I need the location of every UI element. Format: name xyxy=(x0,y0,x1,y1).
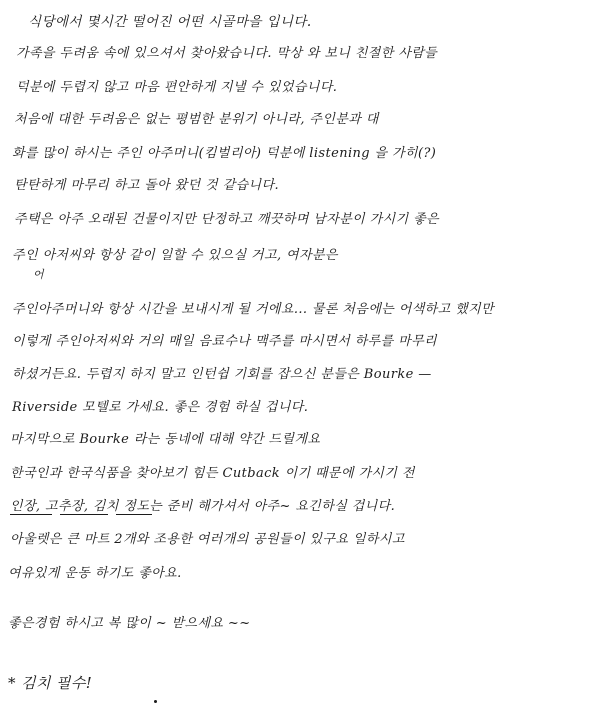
note-line-18: 좋은경험 하시고 복 많이 ~ 받으세요 ~~ xyxy=(8,616,251,631)
note-line-3: 덕분에 두렵지 않고 마음 편안하게 지낼 수 있었습니다. xyxy=(16,80,338,95)
note-line-17: 여유있게 운동 하기도 좋아요. xyxy=(8,566,182,581)
note-line-14: 한국인과 한국식품을 찾아보기 힘든 Cutback 이기 때문에 가시기 전 xyxy=(10,466,415,481)
note-line-15: 인장, 고추장, 김치 정도는 준비 해가셔서 아주~ 요긴하실 겁니다. xyxy=(10,499,396,514)
note-line-11: 하셨거든요. 두렵지 하지 말고 인턴쉽 기회를 잡으신 분들은 Bourke — xyxy=(12,367,432,382)
note-line-13: 마지막으로 Bourke 라는 동네에 대해 약간 드릴게요 xyxy=(10,432,321,447)
note-line-5: 화를 많이 하시는 주인 아주머니(킴벌리아) 덕분에 listening 을 가히(?) xyxy=(12,146,437,161)
note-line-1: 식당에서 몇시간 떨어진 어떤 시골마을 입니다. xyxy=(28,14,312,30)
note-line-2: 가족을 두려움 속에 있으셔서 찾아왔습니다. 막상 와 보니 친절한 사람들 xyxy=(16,46,438,61)
note-line-19: * 김치 필수! xyxy=(8,674,93,692)
note-line-10: 이렇게 주인아저씨와 거의 매일 음료수나 맥주를 마시면서 하루를 마무리 xyxy=(12,334,437,349)
note-line-4: 처음에 대한 두려움은 없는 평범한 분위기 아니라, 주인분과 대 xyxy=(14,112,379,127)
note-line-8: 주인 아저씨와 항상 같이 일할 수 있으실 거고, 여자분은 xyxy=(12,248,338,263)
note-line-12: Riverside 모텔로 가세요. 좋은 경험 하실 겁니다. xyxy=(12,400,309,415)
note-line-6: 탄탄하게 마무리 하고 돌아 왔던 것 같습니다. xyxy=(14,178,279,193)
underline-injang xyxy=(10,514,52,515)
insertion-mark: 어 xyxy=(33,268,44,281)
ink-dot xyxy=(154,700,157,703)
note-line-9: 주인아주머니와 항상 시간을 보내시게 될 거에요... 물론 처음에는 어색하고 했지만 xyxy=(12,302,495,317)
note-line-7: 주택은 아주 오래된 건물이지만 단정하고 깨끗하며 남자분이 가시기 좋은 xyxy=(14,212,439,227)
note-line-16: 아울렛은 큰 마트 2개와 조용한 여러개의 공원들이 있구요 일하시고 xyxy=(10,532,405,547)
underline-kimchi xyxy=(116,514,152,515)
underline-gochujang xyxy=(60,514,108,515)
